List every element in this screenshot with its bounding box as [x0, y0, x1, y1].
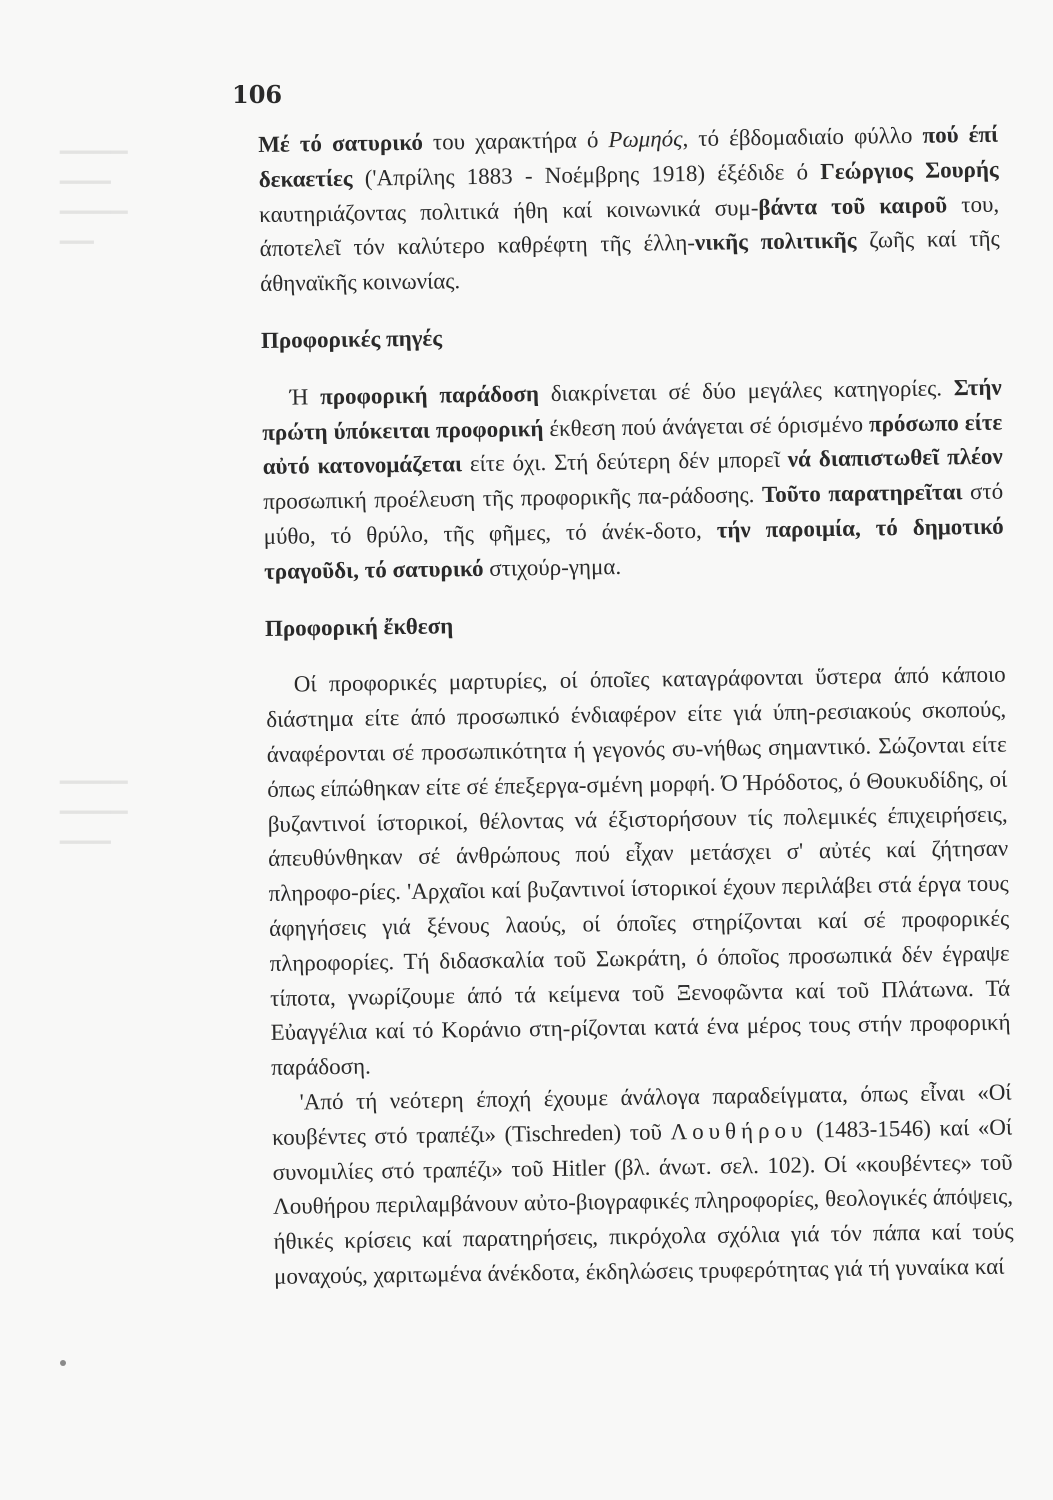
sources-text-2: προφορική παράδοση: [319, 380, 540, 409]
oral-report-paragraph-1: Οί προφορικές μαρτυρίες, οί όποῖες καταγράφονται ὕστερα άπό κάποιο διάστημα είτε άπό προσωπικό ένδιαφέρον είτε γιά ύπη-ρεσιακούς σκοπούς, άναφέρονται σέ προσωπικότητα ή γεγονός συ-νήθως σημαντικό. Σώζονται είτε όπως είπώθηκαν είτε σέ έπεξεργα-σμένη μορφή. Ό Ήρόδοτος, ό Θουκυδίδης, οί βυζαντινοί ίστορικοί, θέλοντας νά έξιστορήσουν τίς πολεμικές έπιχειρήσεις, άπευθύνθηκαν σέ άνθρώπους πού εἶχαν μετάσχει σ' αὐτές καί ζήτησαν πληροφο-ρίες. 'Αρχαῖοι καί βυζαντινοί ίστορικοί έχουν περιλάβει στά έργα τους άφηγήσεις γιά ξένους λαούς, οί όποῖες στηρίζονται καί σέ προφορικές πληροφορίες. Τή διδασκαλία τοῦ Σωκράτη, ό όποῖος προσωπικά δέν έγραψε τίποτα, γνωρίζουμε άπό τά κείμενα τοῦ Ξενοφῶντα καί τοῦ Πλάτωνα. Τά Εὐαγγέλια καί τό Κοράνιο στη-ρίζονται κατά ένα μέρος τους στήν προφορική παράδοση.: [266, 661, 1011, 1081]
intro-text-4: , τό έβδομαδιαίο φύλλο: [682, 122, 923, 152]
intro-text-7: Γεώργιος Σουρής: [820, 156, 999, 184]
page-number: 106: [232, 80, 283, 109]
intro-text-12: ζωῆς καί τῆς άθηναϊκῆς κοινωνίας.: [259, 226, 1000, 297]
sources-text-6: πρόσωπο είτε αὐτό κατονομάζεται: [262, 409, 1003, 480]
sources-text-4: Στήν πρώτη ύπόκειται προφορική: [262, 374, 1002, 445]
sources-text-3: διακρίνεται σέ δύο μεγάλες κατηγορίες.: [538, 375, 954, 406]
intro-text-6: ('Απρίλης 1883 - Νοέμβρης 1918) έξέδιδε ό: [352, 158, 821, 191]
intro-paragraph: [258, 118, 1000, 302]
section-heading-oral-report: Προφορική ἔκθεση: [264, 612, 454, 641]
sources-text-1: Ή: [289, 383, 321, 410]
sources-text-5: έκθεση πού άνάγεται σέ όρισμένο: [543, 411, 870, 441]
sources-text-8: νά διαπιστωθεῖ πλέον: [787, 444, 1003, 473]
oral-sources-paragraph: [262, 370, 1005, 589]
bleed-margin-block-1: ▔▔▔▔ ▔▔▔ ▔▔▔▔ ▔▔: [60, 152, 128, 267]
sources-text-9: προσωπική προέλευση τῆς προφορικῆς πα-ράδοσης.: [263, 482, 763, 515]
intro-text-10: του, άποτελεῖ τόν καλύτερο καθρέφτη τῆς έλλη-: [259, 191, 1000, 262]
sources-text-7: είτε όχι. Στή δεύτερη δέν μπορεῖ: [461, 447, 788, 477]
paper-speck: [60, 1360, 66, 1366]
sources-text-10: Τοῦτο παρατηρεῖται: [761, 479, 963, 508]
intro-text-1: Μέ τό σατυρικό: [258, 129, 424, 157]
oral-report-paragraph-2: [271, 1075, 1014, 1294]
intro-text-5: πού έπί δεκαετίες: [258, 121, 999, 192]
page-body: [258, 118, 1014, 1295]
section-heading-oral-sources: Προφορικές πηγές: [260, 325, 443, 353]
intro-text-3: Ρωμηός: [608, 126, 683, 153]
sources-text-13: στιχούρ-γημα.: [483, 553, 622, 581]
sources-text-11: στό μύθο, τό θρύλο, τῆς φῆμες, τό άνέκ-δοτο,: [263, 478, 1004, 549]
intro-text-11: νικῆς πολιτικῆς: [694, 228, 857, 256]
sources-text-12: τήν παροιμία, τό δημοτικό τραγοῦδι, τό σατυρικό: [264, 513, 1004, 584]
luther-name: Λουθήρου: [670, 1117, 808, 1145]
intro-text-2: του χαρακτήρα ό: [422, 127, 609, 155]
intro-text-8: καυτηριάζοντας πολιτικά ήθη καί κοινωνικά συμ-: [259, 194, 759, 227]
intro-text-9: βάντα τοῦ καιροῦ: [758, 191, 948, 220]
report2-text-b: (1483-1546) καί «Οί συνομιλίες στό τραπέζι» τοῦ Hitler (βλ. άνωτ. σελ. 102). Οί «κουβέντες» τοῦ Λουθήρου περιλαμβάνουν αὐτο-βιογραφικές πληροφορίες, θεολογικές άπόψεις, ήθικές κρίσεις καί παρατηρήσεις, πικρόχολα σχόλια γιά τόν πάπα καί τούς μοναχούς, χαριτωμένα άνέκδοτα, έκδηλώσεις τρυφερότητας γιά τή γυναίκα καί: [272, 1114, 1014, 1289]
bleed-margin-block-2: ▔▔▔▔ ▔▔▔▔ ▔▔▔: [60, 782, 128, 867]
report2-text-a: 'Από τή νεότερη έποχή έχουμε άνάλογα παραδείγματα, όπως εἶναι «Οί κουβέντες στό τραπέζι» (Tischreden) τοῦ: [271, 1079, 1012, 1150]
